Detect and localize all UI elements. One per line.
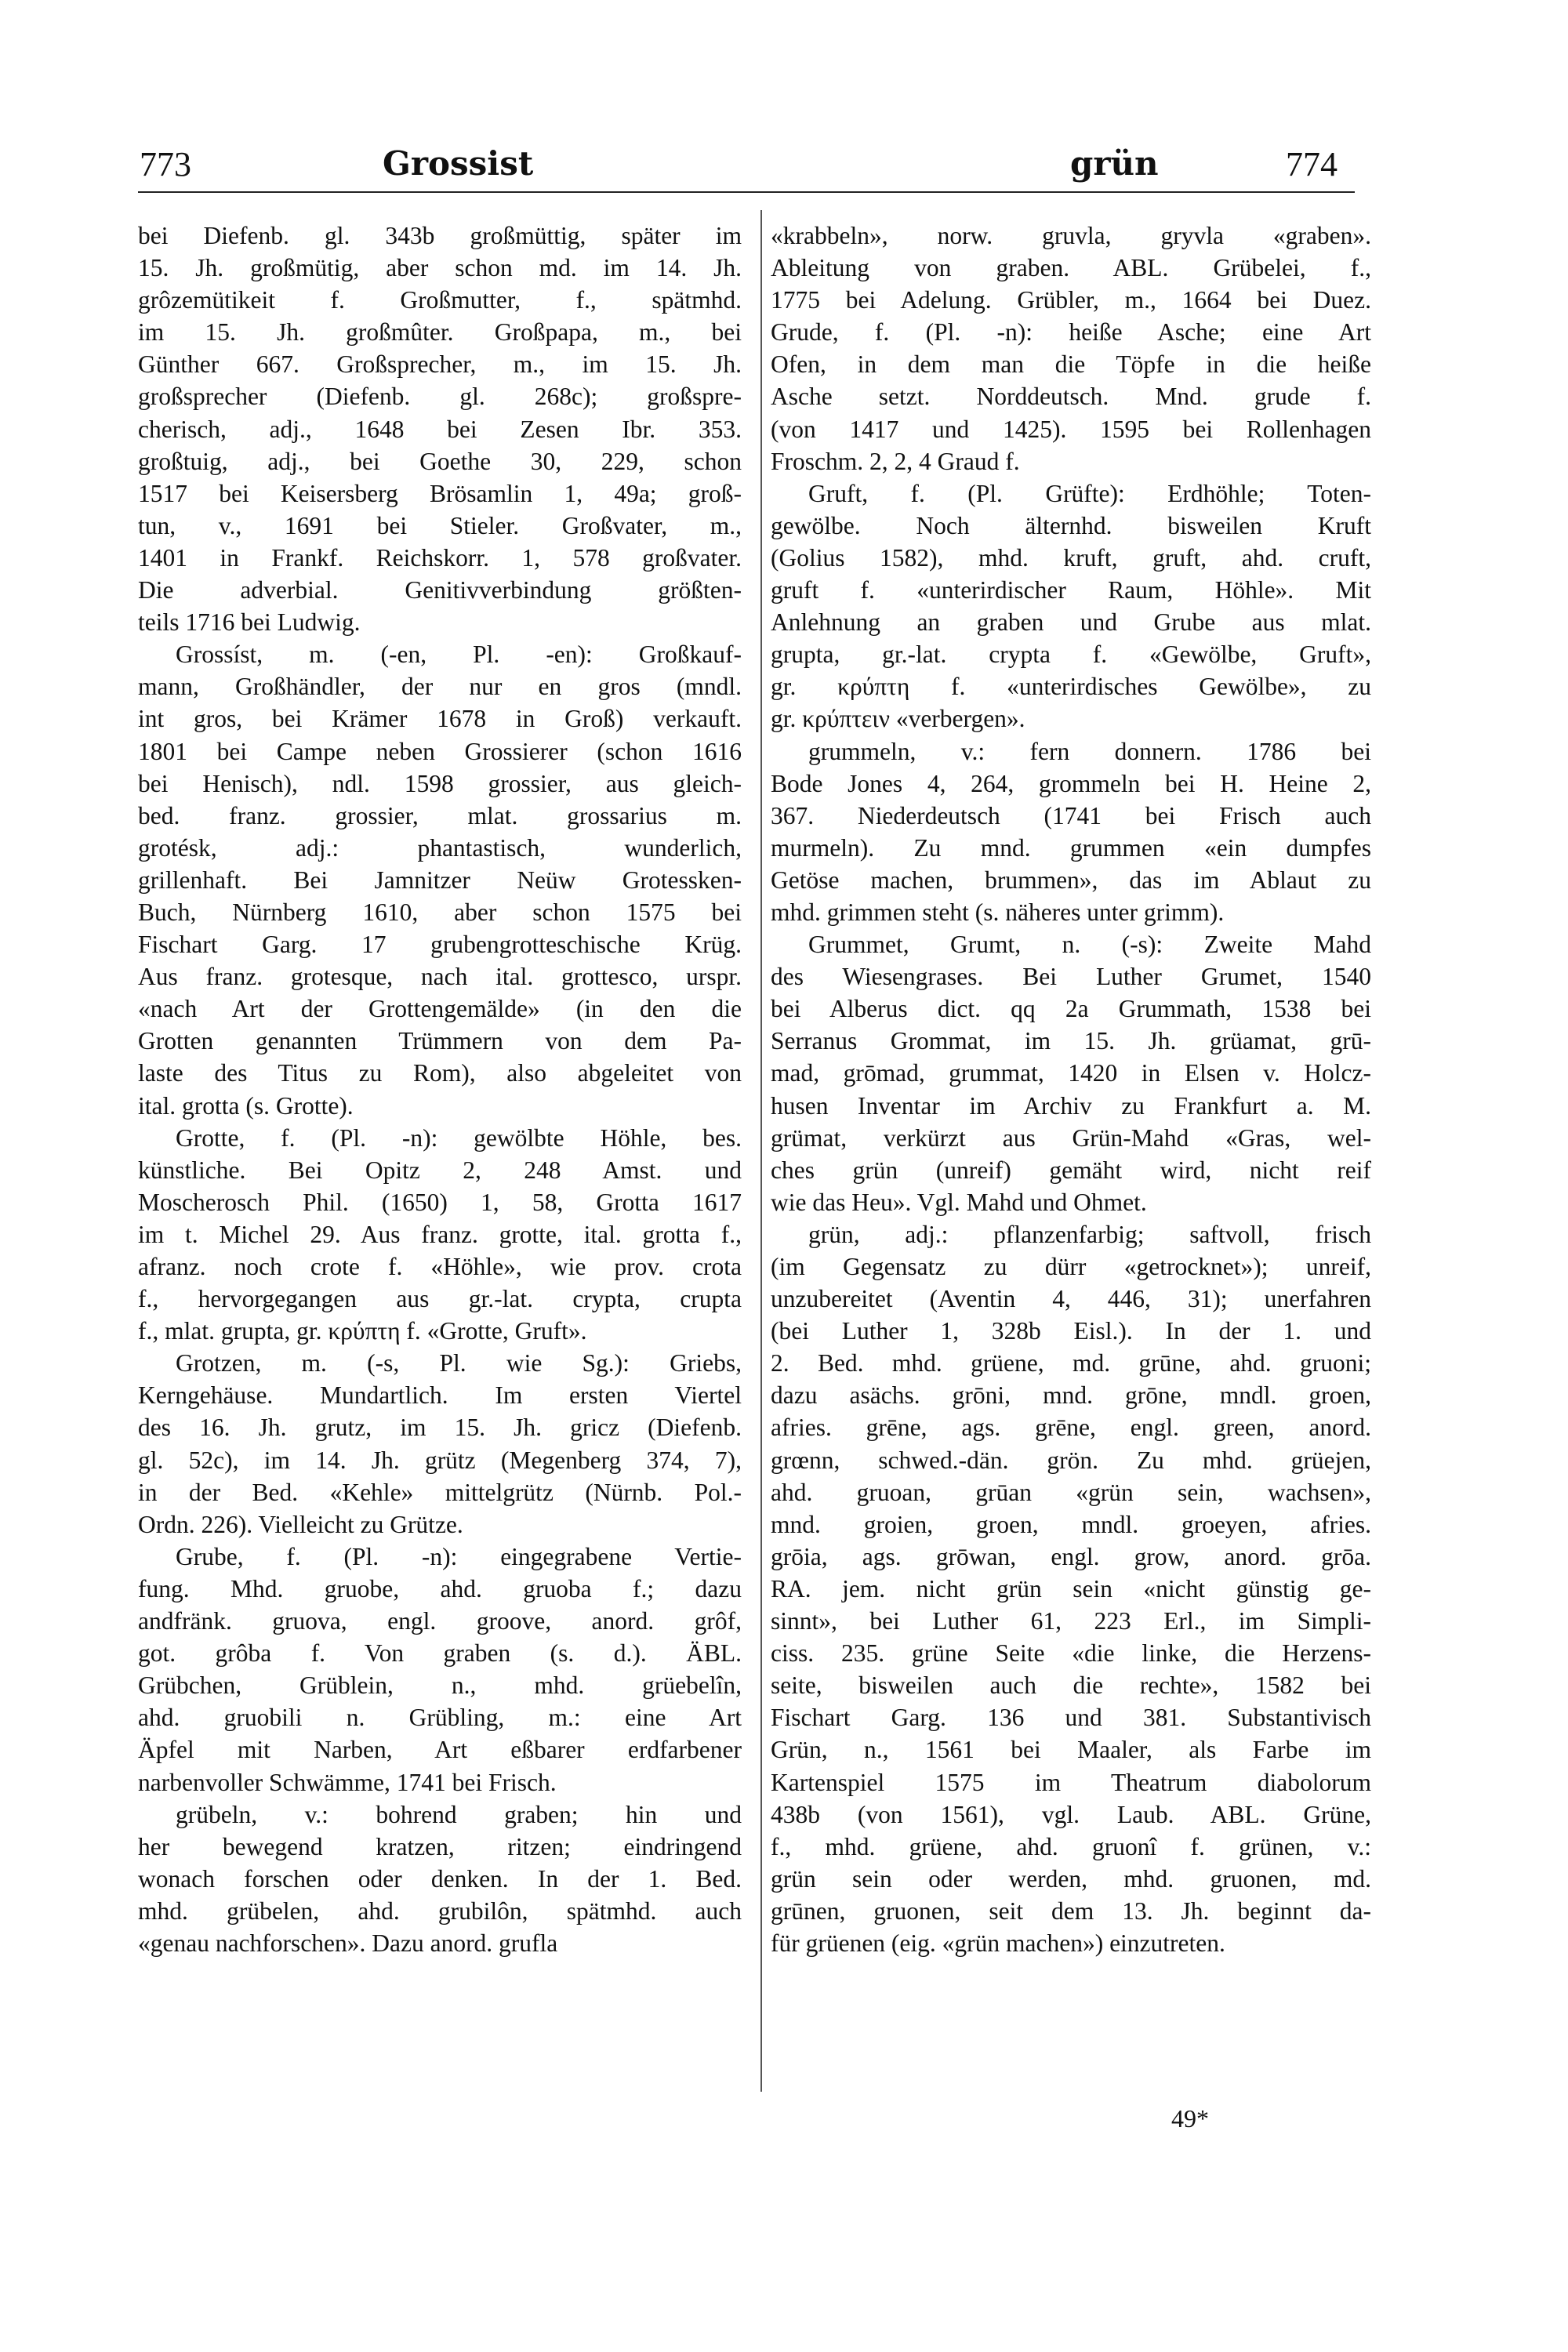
text-line: Fischart Garg. 136 und 381. Substantivisch <box>771 1704 1371 1732</box>
text-line: ches grün (unreif) gemäht wird, nicht reif <box>771 1156 1371 1184</box>
text-line: Kerngehäuse. Mundartlich. Im ersten Viertel <box>138 1381 742 1410</box>
text-line: mnd. groien, groen, mndl. groeyen, afries. <box>771 1510 1371 1538</box>
text-line: bei Diefenb. gl. 343b großmüttig, später im <box>138 222 742 249</box>
text-line: grupta, gr.-lat. crypta f. «Gewölbe, Gruft», <box>771 641 1371 669</box>
text-line: Serranus Grommat, im 15. Jh. grüamat, grū- <box>771 1027 1371 1055</box>
text-line: großsprecher (Diefenb. gl. 268c); großspre- <box>138 383 742 411</box>
text-line: mann, Großhändler, der nur en gros (mndl. <box>138 673 742 701</box>
text-line: Getöse machen, brummen», das im Ablaut zu <box>771 866 1371 894</box>
text-line: fung. Mhd. gruobe, ahd. gruoba f.; dazu <box>138 1574 742 1602</box>
text-line: Grotten genannten Trümmern von dem Pa- <box>138 1027 742 1055</box>
text-line: Ofen, in dem man die Töpfe in die heiße <box>771 350 1371 379</box>
text-line: afries. grēne, ags. grēne, engl. green, anord. <box>771 1414 1371 1442</box>
text-line: großtuig, adj., bei Goethe 30, 229, schon <box>138 447 742 475</box>
text-line: 2. Bed. mhd. grüene, md. grūne, ahd. gruoni; <box>771 1349 1371 1377</box>
text-line: got. grôba f. Von graben (s. d.). ÄBL. <box>138 1639 742 1668</box>
text-line: cherisch, adj., 1648 bei Zesen Ibr. 353. <box>138 415 742 443</box>
text-line: in der Bed. «Kehle» mittelgrütz (Nürnb. Pol.- <box>138 1478 742 1506</box>
text-line: Ordn. 226). Vielleicht zu Grütze. <box>138 1510 463 1538</box>
text-line: Grotte, f. (Pl. -n): gewölbte Höhle, bes. <box>176 1123 742 1152</box>
text-line: laste des Titus zu Rom), also abgeleitet von <box>138 1059 742 1087</box>
text-line: grœnn, schwed.-dän. grön. Zu mhd. grüejen, <box>771 1446 1371 1474</box>
text-line: ahd. gruobili n. Grübling, m.: eine Art <box>138 1704 742 1732</box>
right-running-head: grün <box>1070 144 1159 183</box>
text-line: teils 1716 bei Ludwig. <box>138 608 361 637</box>
text-line: wonach forschen oder denken. In der 1. Bed. <box>138 1864 742 1893</box>
left-page-number: 773 <box>140 145 191 183</box>
right-column <box>771 220 1371 1959</box>
text-line: grillenhaft. Bei Jamnitzer Neüw Grotessken- <box>138 866 742 894</box>
text-line: afranz. noch crote f. «Höhle», wie prov. crota <box>138 1253 742 1280</box>
left-running-head: Grossist <box>383 144 534 183</box>
text-line: grummeln, v.: fern donnern. 1786 bei <box>808 737 1371 765</box>
text-line: bei Alberus dict. qq 2a Grummath, 1538 bei <box>771 995 1371 1023</box>
text-line: künstliche. Bei Opitz 2, 248 Amst. und <box>138 1156 742 1184</box>
text-line: seite, bisweilen auch die rechte», 1582 bei <box>771 1671 1371 1700</box>
text-line: des 16. Jh. grutz, im 15. Jh. gricz (Diefenb. <box>138 1414 742 1442</box>
text-line: Buch, Nürnberg 1610, aber schon 1575 bei <box>138 898 742 926</box>
text-line: Moscherosch Phil. (1650) 1, 58, Grotta 1617 <box>138 1188 742 1216</box>
text-line: gewölbe. Noch älternhd. bisweilen Kruft <box>771 511 1371 539</box>
text-line: Grün, n., 1561 bei Maaler, als Farbe im <box>771 1736 1371 1764</box>
text-line: im 15. Jh. großmûter. Großpapa, m., bei <box>138 318 742 347</box>
text-line: mhd. grimmen steht (s. näheres unter grimm). <box>771 898 1225 926</box>
text-line: 1775 bei Adelung. Grübler, m., 1664 bei Duez. <box>771 286 1371 314</box>
text-line: grün, adj.: pflanzenfarbig; saftvoll, frisch <box>808 1220 1371 1248</box>
text-line: grotésk, adj.: phantastisch, wunderlich, <box>138 833 742 862</box>
text-line: ciss. 235. grüne Seite «die linke, die Herzens- <box>771 1639 1371 1668</box>
text-line: gr. κρύπτη f. «unterirdisches Gewölbe», zu <box>771 673 1371 701</box>
text-line: grôzemütikeit f. Großmutter, f., spätmhd. <box>138 286 742 314</box>
signature-mark: 49* <box>1171 2104 1209 2132</box>
text-line: (im Gegensatz zu dürr «getrocknet»); unreif, <box>771 1253 1371 1280</box>
text-line: narbenvoller Schwämme, 1741 bei Frisch. <box>138 1768 557 1796</box>
column-divider <box>760 210 762 2092</box>
text-line: gr. κρύπτειν «verbergen». <box>771 705 1025 733</box>
text-line: mad, grōmad, grummat, 1420 in Elsen v. Holcz- <box>771 1059 1371 1087</box>
text-line: Grube, f. (Pl. -n): eingegrabene Vertie- <box>176 1542 742 1570</box>
text-line: «nach Art der Grottengemälde» (in den die <box>138 995 742 1023</box>
text-line: für grüenen (eig. «grün machen») einzutreten. <box>771 1929 1225 1957</box>
text-line: f., hervorgegangen aus gr.-lat. crypta, crupta <box>138 1285 742 1313</box>
text-line: gl. 52c), im 14. Jh. grütz (Megenberg 374, 7), <box>138 1446 742 1474</box>
text-line: bei Henisch), ndl. 1598 grossier, aus gleich- <box>138 769 742 797</box>
text-line: andfränk. gruova, engl. groove, anord. grôf, <box>138 1607 742 1635</box>
text-line: (von 1417 und 1425). 1595 bei Rollenhagen <box>771 415 1371 443</box>
text-line: grōia, ags. grōwan, engl. grow, anord. grōa. <box>771 1542 1371 1570</box>
text-line: dazu asächs. grōni, mnd. grōne, mndl. groen, <box>771 1381 1371 1410</box>
text-line: (bei Luther 1, 328b Eisl.). In der 1. und <box>771 1317 1371 1345</box>
left-column <box>138 220 742 1959</box>
text-line: 438b (von 1561), vgl. Laub. ABL. Grüne, <box>771 1800 1371 1828</box>
text-line: Grummet, Grumt, n. (-s): Zweite Mahd <box>808 931 1371 959</box>
text-line: ital. grotta (s. Grotte). <box>138 1091 354 1120</box>
text-line: wie das Heu». Vgl. Mahd und Ohmet. <box>771 1188 1147 1216</box>
text-line: Ableitung von graben. ABL. Grübelei, f., <box>771 254 1371 282</box>
text-line: grün sein oder werden, mhd. gruonen, md. <box>771 1864 1371 1893</box>
text-line: Aus franz. grotesque, nach ital. grottesco, urspr. <box>138 963 742 991</box>
text-line: 1801 bei Campe neben Grossierer (schon 1616 <box>138 737 742 765</box>
text-line: 15. Jh. großmütig, aber schon md. im 14. Jh. <box>138 254 742 282</box>
text-line: unzubereitet (Aventin 4, 446, 31); unerfahren <box>771 1285 1371 1313</box>
text-line: 367. Niederdeutsch (1741 bei Frisch auch <box>771 801 1371 829</box>
text-line: Asche setzt. Norddeutsch. Mnd. grude f. <box>771 383 1371 411</box>
text-line: Anlehnung an graben und Grube aus mlat. <box>771 608 1371 637</box>
text-line: Äpfel mit Narben, Art eßbarer erdfarbener <box>138 1736 742 1764</box>
text-line: Bode Jones 4, 264, grommeln bei H. Heine 2, <box>771 769 1371 797</box>
text-line: Gruft, f. (Pl. Grüfte): Erdhöhle; Toten- <box>808 479 1371 507</box>
text-line: «genau nachforschen». Dazu anord. grufla <box>138 1929 558 1957</box>
text-line: Froschm. 2, 2, 4 Graud f. <box>771 447 1020 475</box>
header-rule <box>138 191 1355 193</box>
text-line: murmeln). Zu mnd. grummen «ein dumpfes <box>771 833 1371 862</box>
text-line: int gros, bei Krämer 1678 in Groß) verkauft. <box>138 705 742 733</box>
text-line: Grübchen, Grüblein, n., mhd. grüebelîn, <box>138 1671 742 1700</box>
text-line: grūnen, gruonen, seit dem 13. Jh. beginnt da- <box>771 1896 1371 1925</box>
text-line: mhd. grübelen, ahd. grubilôn, spätmhd. auch <box>138 1896 742 1925</box>
text-line: f., mlat. grupta, gr. κρύπτη f. «Grotte, Gruft». <box>138 1317 587 1345</box>
text-line: Kartenspiel 1575 im Theatrum diabolorum <box>771 1768 1371 1796</box>
text-line: her bewegend kratzen, ritzen; eindringend <box>138 1832 742 1860</box>
text-line: «krabbeln», norw. gruvla, gryvla «graben». <box>771 222 1371 249</box>
text-line: f., mhd. grüene, ahd. gruonî f. grünen, v.: <box>771 1832 1371 1860</box>
text-line: gruft f. «unterirdischer Raum, Höhle». Mit <box>771 576 1371 604</box>
text-line: tun, v., 1691 bei Stieler. Großvater, m., <box>138 511 742 539</box>
text-line: Grude, f. (Pl. -n): heiße Asche; eine Art <box>771 318 1371 347</box>
text-line: Fischart Garg. 17 grubengrotteschische Krüg. <box>138 931 742 959</box>
text-line: Grotzen, m. (-s, Pl. wie Sg.): Griebs, <box>176 1349 742 1377</box>
text-line: (Golius 1582), mhd. kruft, gruft, ahd. cruft, <box>771 543 1371 572</box>
text-line: sinnt», bei Luther 61, 223 Erl., im Simpli- <box>771 1607 1371 1635</box>
text-line: Grossíst, m. (-en, Pl. -en): Großkauf- <box>176 641 742 669</box>
text-line: ahd. gruoan, grūan «grün sein, wachsen», <box>771 1478 1371 1506</box>
text-line: husen Inventar im Archiv zu Frankfurt a. M. <box>771 1091 1371 1120</box>
text-line: des Wiesengrases. Bei Luther Grumet, 1540 <box>771 963 1371 991</box>
text-line: im t. Michel 29. Aus franz. grotte, ital. grotta f., <box>138 1220 742 1248</box>
text-line: 1401 in Frankf. Reichskorr. 1, 578 großvater. <box>138 543 742 572</box>
text-line: grübeln, v.: bohrend graben; hin und <box>176 1800 742 1828</box>
text-line: grümat, verkürzt aus Grün-Mahd «Gras, wel- <box>771 1123 1371 1152</box>
right-page-number: 774 <box>1286 145 1338 183</box>
text-line: 1517 bei Keisersberg Brösamlin 1, 49a; groß- <box>138 479 742 507</box>
text-line: RA. jem. nicht grün sein «nicht günstig ge- <box>771 1574 1371 1602</box>
text-line: Günther 667. Großsprecher, m., im 15. Jh. <box>138 350 742 379</box>
text-line: bed. franz. grossier, mlat. grossarius m. <box>138 801 742 829</box>
text-line: Die adverbial. Genitivverbindung größten- <box>138 576 742 604</box>
